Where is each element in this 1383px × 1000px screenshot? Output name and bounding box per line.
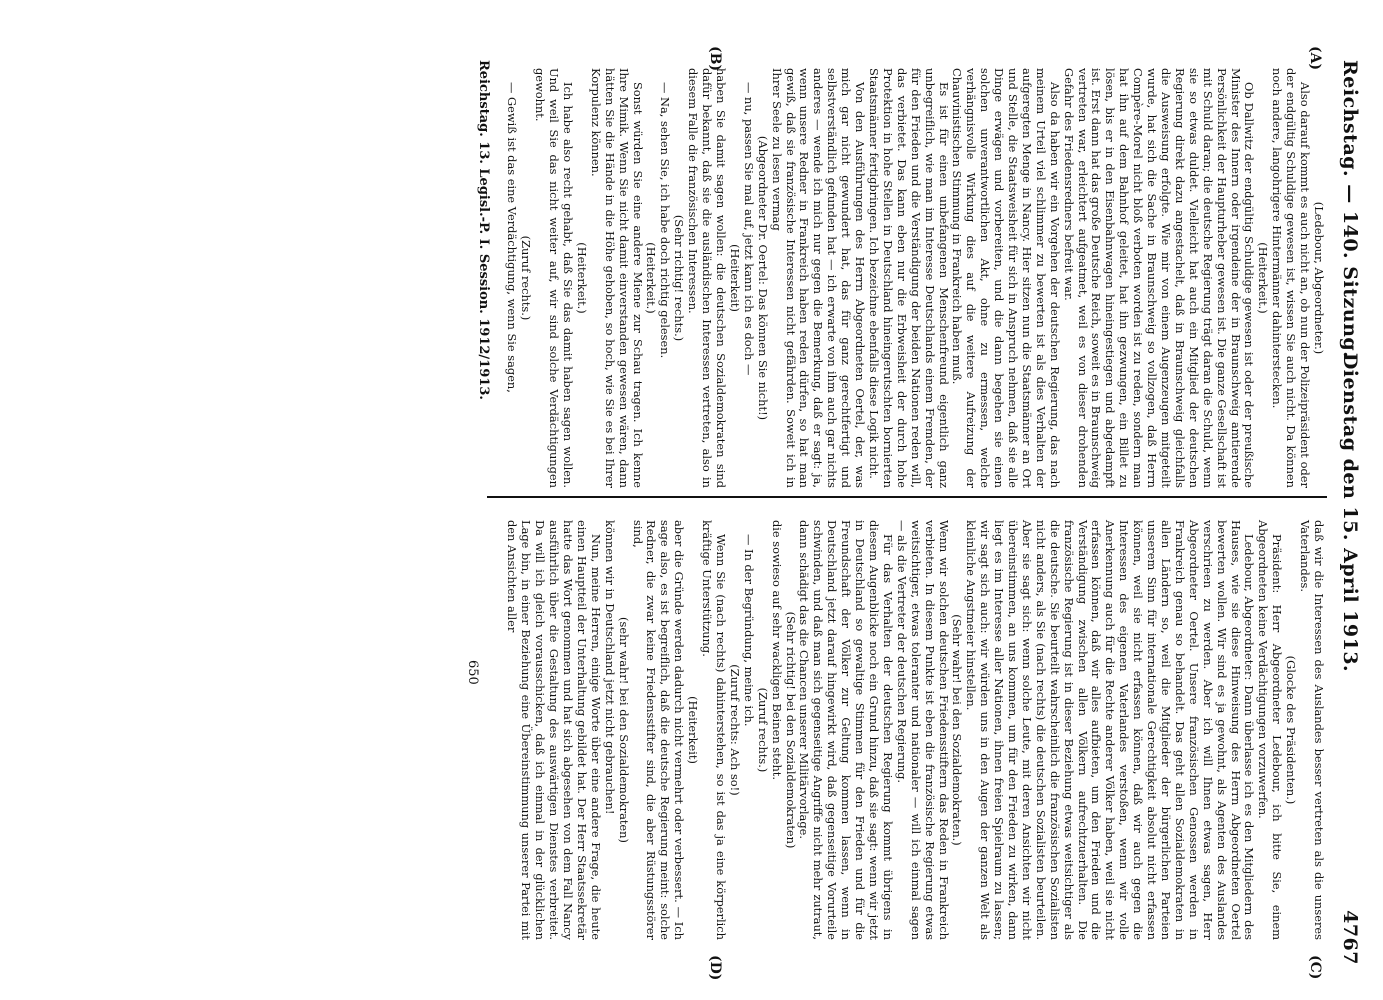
paragraph: Von den Ausführungen des Herrn Abgeordneten Oertel, der, was mich gar nicht gewundert hat, das für ganz gerechtfertigt und selbstverständlich gefunden hat — ich erwarte von ihm auch gar nichts anderes — wende ich mich nur gegen die Bemerkung, daß er sagt: ja, wenn unsere Redner in Frankreich haben reden dürfen, so hat man gewiß, daß sie französische Interessen nicht gefährden. Soweit ich in Ihrer Seele zu lesen vermag — [769, 68, 868, 488]
page-header — [1331, 60, 1361, 965]
header-date: Dienstag den 15. April 1913. — [1339, 352, 1361, 673]
interjection: (Sehr wahr! bei den Sozialdemokraten.) — [950, 614, 965, 846]
paragraph: Also da haben wir ein Vorgehen der deutschen Regierung, das nach meinem Urteil viel schlimmer zu bewerten ist als dies Verhalten der aufgeregten Menge in Nancy. Hier sitzen nun die Staatsmänner an Ort und Stelle, die Staatsweisheit für sich in Anspruch nehmen, daß sie alle Dinge erwägen und vorbereiten, und die dann begehen sie einen solchen unverantwortlichen Akt, ohne zu ermessen, welche verhängnisvolle Wirkung dies auf die weitere Aufreizung der Chauvinistischen Stimmung in Frankreich haben muß. — [950, 68, 1062, 488]
paragraph: — Na, sehen Sie, ich habe doch richtig gelesen. — [658, 82, 673, 359]
paragraph: Es ist für einen unbefangenen Menschenfreund eigentlich ganz unbegreiflich, wie man im Interesse Deutschlands einem Fremden, der für den Frieden und die Verständigung der beiden Nationen reden will, das verbietet. Das kann eben nur die Erbweisheit der durch hohe Protektion in hohe Stellen in Deutschland hineingerutschten bornierten Staatsmänner fertigbringen. Ich bezeichne ebenfalls diese Logik nicht. — [867, 68, 951, 488]
margin-marker-b: (B) — [707, 46, 723, 72]
interjection: (Zuruf rechts.) — [519, 235, 534, 321]
paragraph: Für das Verhalten der deutschen Regierung kommt übrigens in diesem Augenblicke noch ein Grund hinzu, daß sie sagt: wenn wir jetzt in Deutschland so gewaltige Stimmen für den Frieden und für die Freundschaft der Völker zur Geltung kommen lassen, wenn in Deutschland jetzt darauf hingewirkt wird, daß gegenseitige Vorurteile schwinden, und daß man sich gegenseitige Angriffe nicht mehr zutraut, dann schädigt das die Chancen unserer Militärvorlage. — [797, 520, 895, 940]
interjection: (Heiterkeit.) — [644, 242, 659, 314]
paragraph: Ledebour, Abgeordneter: Dann überlasse ich es den Mitgliedern des Hauses, wie sie diese Hinweisung des Herrn Abgeordneten Oertel bewerten wollen. Wir sind es ja gewohnt, als Agenten des Auslandes verschrieen zu werden. Aber ich will Ihnen etwas sagen, Herr Abgeordneter Oertel. Unsere französischen Genossen werden in Frankreich genau so behandelt. Das geht allen Sozialdemokraten in allen Ländern so, weil die Mitglieder der bürgerlichen Parteien unserem Sinn für internationale Gerechtigkeit absolut nicht erfassen können, weil sie nicht erfassen können, daß wir auch gegen die Interessen des eigenen Vaterlandes verstoßen, wenn wir volle Anerkennung auch für die Rechte anderer Völker haben, weil sie nicht erfassen können, daß wir alles aufbieten, um den Frieden und die Verständigung zwischen allen Völkern aufrechtzuerhalten. Die französische Regierung ist in dieser Beziehung etwas weitsichtiger als die deutsche. Sie beurteilt wahrscheinlich die französischen Sozialisten nicht anders, als Sie (nach rechts) die deutschen Sozialisten beurteilen. Aber sie sagt sich: wenn solche Leute, mit deren Ansichten wir nicht übereinstimmen, an uns kommen, um für den Frieden zu wirken, dann liegt es im Interesse aller Nationen, ihnen freien Spielraum zu lassen; wir sagt sich auch: wir würden uns in den Augen der ganzen Welt als kleinliche Angstmeier hinstellen. — [964, 520, 1257, 940]
header-session: Reichstag. — 140. Sitzung. — [1339, 60, 1361, 359]
paragraph: Wenn Sie (nach rechts) dahinterstehen, so ist das ja eine körperlich kräftige Unterstützung. — [700, 520, 729, 940]
interjection: (Sehr richtig! bei den Sozialdemokraten) — [783, 611, 798, 849]
page-footer: Reichstag. 13. Legisl.-P. I. Session. 1912/1913. — [476, 60, 491, 400]
right-column — [505, 520, 1325, 940]
interjection: (Heiterkeit.) — [574, 242, 589, 314]
header-page-number: 4767 — [1339, 910, 1361, 965]
interjection: (Heiterkeit.) — [1256, 242, 1271, 314]
paragraph: — In der Begründung, meine ich. — [741, 534, 756, 727]
interjection: (Zuruf rechts: Ach so!) — [727, 664, 742, 796]
paragraph: Sonst würden Sie eine andere Miene zur Schau tragen. Ich kenne Ihre Mimik. Wenn Sie nicht damit einverstanden gewesen wären, dann hätten Sie die Hände in die Höhe gehoben, so hoch, wie Sie es bei Ihrer Korpulenz können. — [588, 68, 645, 488]
paragraph: Wenn wir solchen deutschen Friedensstiftern das Reden in Frankreich verbieten. In diesem Punkte ist eben die französische Regierung etwas weitsichtiger, etwas toleranter und nationaler — will ich einmal sagen — als die Vertreter der deutschen Regierung. — [894, 520, 951, 940]
margin-marker-d: (D) — [707, 955, 723, 981]
interjection: (Sehr richtig! rechts.) — [672, 214, 687, 342]
paragraph: können wir in Deutschland jetzt nicht gebrauchen! — [602, 520, 617, 815]
interjection: (Heiterkeit) — [686, 696, 701, 764]
interjection: (Heiterkeit) — [727, 244, 742, 312]
paragraph: Präsident: Herr Abgeordneter Ledebour, ich bitte Sie, einem Abgeordneten keine Verdächtigungen vorzuwerfen. — [1256, 520, 1285, 940]
margin-marker-a: (A) — [1307, 46, 1323, 71]
paragraph: Also darauf kommt es auch nicht an, ob nun der Polizeipräsident oder der endgültig Schuldige gewesen ist, wissen Sie auch nicht. Da können noch andere, langohrigere Hintermänner dahinterstecken. — [1270, 68, 1313, 488]
left-column — [505, 68, 1325, 488]
paragraph: (Ledebour, Abgeordneter.) — [1312, 201, 1326, 355]
paragraph: haben Sie damit sagen wollen: die deutschen Sozialdemokraten sind dafür bekannt, daß sie die ausländischen Interessen vertreten, also in diesem Falle die französischen Interessen. — [686, 68, 729, 488]
paragraph: aber die Gründe werden dadurch nicht vermehrt oder verbessert. — Ich sage also, es ist begreiflich, daß die deutsche Regierung meint: solche Redner, die zwar keine Friedensstifter sind, die aber Rüstungsstörer sind, — [630, 520, 687, 940]
interjection: (Glocke des Präsidenten.) — [1284, 655, 1299, 805]
paragraph: Nun, meine Herren, einige Worte über eine andere Frage, die heute einen Hauptteil der Unterhaltung gebildet hat. Der Herr Staatssekretär hatte das Wort genommen und hat sich abgesehen von dem Fall Nancy ausführlich über die Gestaltung des auswärtigen Dienstes verbreitet. Da will ich gleich vorausschicken, daß ich einmal in der glücklichen Lage bin, in einer Beziehung eine Übereinstimmung unserer Partei mit den Ansichten aller — [505, 520, 603, 940]
interjection: (Abgeordneter Dr. Oertel: Das können Sie nicht!) — [755, 135, 770, 421]
paragraph: Ich habe also recht gehabt, daß Sie das damit haben sagen wollen. Und weil Sie das nicht weiter auf, wir sind solche Verdächtigungen gewohnt. — [533, 68, 576, 488]
paragraph: — nu, passen Sie mal auf, jetzt kann ich es doch — — [741, 82, 756, 376]
interjection: (Zuruf rechts.) — [755, 687, 770, 773]
sheet-number: 650 — [465, 660, 480, 685]
paragraph: daß wir die Interessen des Auslandes besser vertreten als die unseres Vaterlandes. — [1298, 520, 1326, 940]
paragraph: Ob Dallwitz der endgültig Schuldige gewesen ist oder der preußische Minister des Innern oder irgendeine der in Braunschweig amtierende Persönlichkeit der Haupturheber gewesen ist. Die ganze Gesellschaft ist mit Schuld daran; die deutsche Regierung trägt daran die Schuld, wenn sie so etwas duldet. Vielleicht hat auch ein Mitglied der deutschen Regierung direkt dazu angestachelt, daß in Braunschweig gleichfalls die Ausweisung erfolgte. Wie mir von einem Augenzeugen mitgeteilt wurde, hat sich die Sache in Braunschweig so vollzogen, daß Herrn Compère-Morel nicht bloß verboten worden ist zu reden, sondern man hat ihn auf dem Bahnhof geleitet, hat ihn gezwungen, ein Billet zu lösen, bis er in den Eisenbahnwagen hineingestiegen und abgedampft ist. Erst dann hat das große Deutsche Reich, soweit es in Braunschweig vertreten war, erleichtert aufgeatmet, weil es von dieser drohenden Gefahr des Friedensredners befreit war. — [1061, 68, 1257, 488]
column-divider — [487, 496, 1327, 498]
paragraph: — Gewiß ist das eine Verdächtigung, wenn Sie sagen, — [505, 82, 520, 393]
paragraph: die sowieso auf sehr wackligen Beinen steht. — [769, 520, 784, 780]
interjection: (sehr wahr! bei den Sozialdemokraten) — [616, 617, 631, 843]
margin-marker-c: (C) — [1307, 955, 1323, 980]
